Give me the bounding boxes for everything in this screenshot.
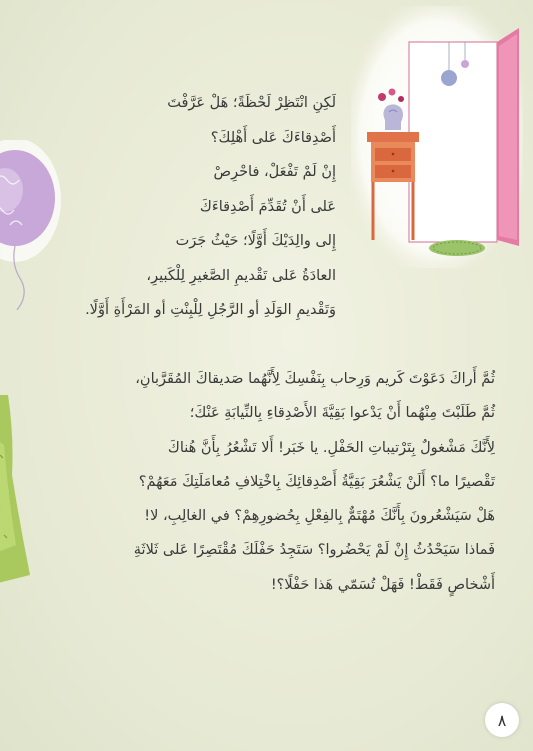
text-line: أَشْخاصٍ فَقَطْ! فَهَلْ تُسَمّي هَذا حَفْلًا؟! <box>270 576 495 593</box>
text-paragraph-2 <box>35 362 495 602</box>
door-table-illustration <box>347 2 527 272</box>
text-paragraph-1 <box>46 86 336 328</box>
text-line: إِنْ لَمْ تَفْعَلْ، فاحْرِصْ <box>213 164 336 180</box>
text-line: فَماذا سَيَحْدُثُ إِنْ لَمْ يَحْضُروا؟ سَتَجِدُ حَفْلَكَ مُقْتَصِرًا عَلى ثَلاثَةِ <box>133 542 495 559</box>
text-line: وَتَقْديمِ الوَلَدِ أو الرَّجُلِ لِلْبِنْتِ أو المَرْأَةِ أَوَّلًا. <box>85 302 336 318</box>
text-line: العادَةُ عَلى تَقْديمِ الصَّغيرِ لِلْكَبيرِ، <box>146 267 336 284</box>
text-line: تَقْصيرًا ما؟ أَلَنْ يَشْعُرَ بَقِيَّةُ أَصْدِقائِكَ بِاخْتِلافِ مُعامَلَتِكَ مَعَهُمْ؟ <box>138 473 495 490</box>
page-number: ٨ <box>485 703 519 737</box>
text-line: أَصْدِقاءَكَ عَلى أَهْلِكَ؟ <box>210 129 336 146</box>
text-line: لَكِنِ انْتَظِرْ لَحْظَةً؛ هَلْ عَرَّفْتَ <box>167 95 336 111</box>
text-line: هَلْ سَيَشْعُرونَ بِأَنَّكَ مُهْتَمٌّ بِالفِعْلِ بِحُضورِهِمْ؟ في الغالِبِ، لا! <box>144 508 495 525</box>
text-line: عَلى أَنْ تُقَدِّمَ أَصْدِقاءَكَ <box>199 198 336 215</box>
text-line: إِلى والِدَيْكَ أَوَّلًا؛ حَيْثُ جَرَت <box>175 233 336 249</box>
text-line: ثُمَّ أَراكَ دَعَوْتَ كَريم وَرِحاب بِنَفْسِكَ لِأَنَّهُما صَديقاكَ المُقَرَّبانِ، <box>135 371 495 387</box>
text-line: ثُمَّ طَلَبْتَ مِنْهُما أَنْ يَدْعوا بَقِيَّةَ الأَصْدِقاءِ بِالنِّيابَةِ عَنْكَ؛ <box>189 405 495 422</box>
text-line: لِأَنَّكَ مَشْغولٌ بِتَرْتيباتِ الحَفْلِ. يا خَبَر! أَلا تَشْعُرُ بِأَنَّ هُناكَ <box>167 439 495 456</box>
